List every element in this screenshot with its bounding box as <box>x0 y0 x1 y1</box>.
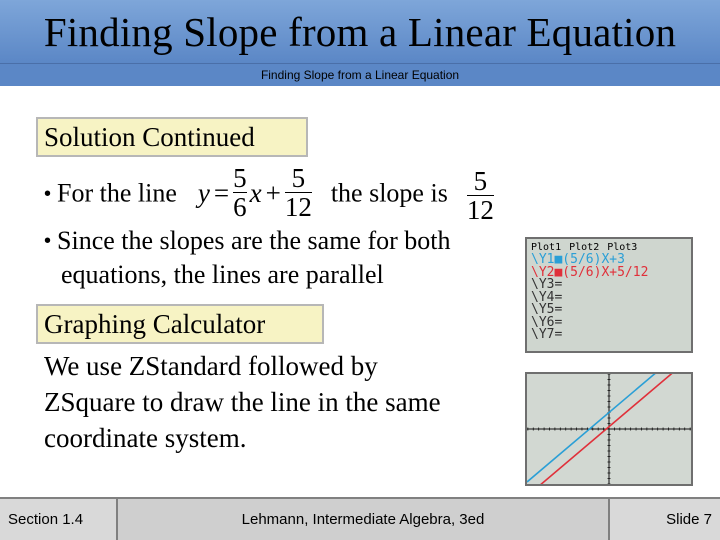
plot1-label: Plot1 <box>531 242 562 253</box>
bullet-slope <box>44 163 494 226</box>
footer <box>0 497 720 540</box>
equation-equals: = <box>213 177 230 208</box>
bullet-dot: • <box>44 182 52 205</box>
paragraph-line: ZSquare to draw the line in the same <box>44 387 441 417</box>
calculator-y-editor <box>525 237 693 353</box>
line-equation <box>198 165 312 220</box>
subtitle: Finding Slope from a Linear Equation <box>260 68 460 82</box>
bullet-prefix: For the line <box>57 178 177 208</box>
slope-fraction <box>233 165 247 220</box>
bullet-parallel-line2: equations, the lines are parallel <box>61 260 384 289</box>
plot3-label: Plot3 <box>607 242 638 253</box>
fraction-denominator: 6 <box>233 192 247 222</box>
bullet-middle: the slope is <box>330 178 448 208</box>
y7-entry: \Y7= <box>531 327 563 342</box>
y2-entry: \Y2■(5/6)X+5/12 <box>531 264 649 280</box>
plot2-label: Plot2 <box>569 242 600 253</box>
y6-entry: \Y6= <box>531 314 563 330</box>
page-title: Finding Slope from a Linear Equation <box>43 8 677 55</box>
calculator-graph-screen <box>525 372 693 486</box>
equation-plus: + <box>265 177 281 208</box>
fraction-denominator: 12 <box>284 192 312 222</box>
graphing-paragraph <box>44 348 504 456</box>
y4-entry: \Y4= <box>531 289 563 305</box>
slope-answer-fraction <box>466 166 494 226</box>
fraction-denominator: 12 <box>466 195 494 226</box>
footer-slide-number: Slide 7 <box>608 499 720 540</box>
bullet-dot: • <box>44 230 52 252</box>
footer-section: Section 1.4 <box>0 499 118 540</box>
bullet-parallel-cont <box>61 260 384 290</box>
fraction-numerator: 5 <box>473 166 488 197</box>
intercept-fraction <box>285 165 312 220</box>
graphing-calculator-label: Graphing Calculator <box>36 304 324 344</box>
paragraph-line: coordinate system. <box>44 423 247 453</box>
y1-entry: \Y1■(5/6)X+3 <box>531 252 625 267</box>
bullet-parallel <box>44 226 451 256</box>
equation-y: y <box>197 177 210 208</box>
graph-plot <box>527 374 691 484</box>
subtitle-bar <box>0 64 720 86</box>
footer-book-title: Lehmann, Intermediate Algebra, 3ed <box>241 511 485 528</box>
solution-continued-label: Solution Continued <box>36 117 308 157</box>
bullet-parallel-line1: Since the slopes are the same for both <box>57 226 451 255</box>
paragraph-line: We use ZStandard followed by <box>44 351 378 381</box>
fraction-numerator: 5 <box>233 163 247 193</box>
y5-entry: \Y5= <box>531 302 563 317</box>
equation-x: x <box>249 177 262 208</box>
fraction-numerator: 5 <box>291 163 306 193</box>
y3-entry: \Y3= <box>531 277 563 292</box>
title-bar <box>0 0 720 64</box>
